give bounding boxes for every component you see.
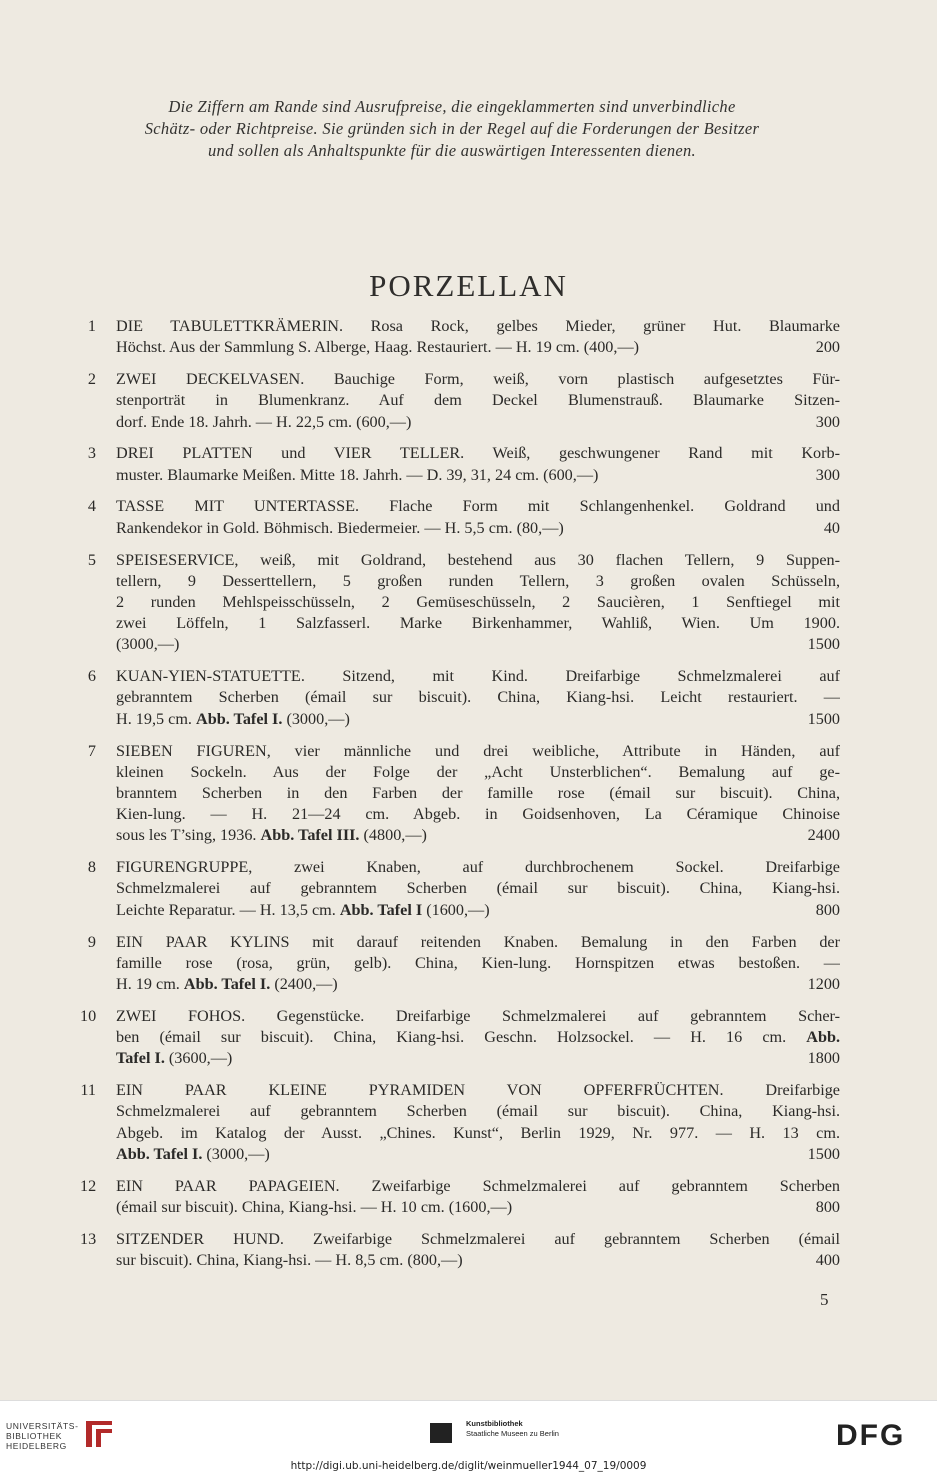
lot-number: 3 [87, 444, 96, 463]
lot-description-line: Schmelzmalerei auf gebranntem Scherben (émail sur biscuit). China, Kiang-hsi. [116, 879, 840, 898]
lot-description-line: DREI PLATTEN und VIER TELLER. Weiß, geschwungener Rand mit Korb- [116, 444, 840, 463]
lot-description-line: ZWEI FOHOS. Gegenstücke. Dreifarbige Schmelzmalerei auf gebranntem Scher- [116, 1006, 840, 1025]
lot-price: 40 [823, 518, 840, 537]
lot-description-line: gebranntem Scherben (émail sur biscuit). China, Kiang-hsi. Leicht restauriert. — [116, 688, 840, 707]
lot-description-line: SIEBEN FIGUREN, vier männliche und drei weibliche, Attribute in Händen, auf [116, 741, 840, 760]
lot-description-line: ZWEI DECKELVASEN. Bauchige Form, weiß, vorn plastisch aufgesetztes Für- [116, 370, 840, 389]
lot-entry [80, 316, 840, 358]
lot-price: 1200 [807, 974, 840, 993]
lot-description-line: H. 19 cm. Abb. Tafel I. (2400,—) [116, 974, 338, 993]
lot-description-line: Höchst. Aus der Sammlung S. Alberge, Haag. Restauriert. — H. 19 cm. (400,—) [116, 338, 640, 357]
lot-price: 1800 [807, 1049, 840, 1068]
footer-bar [0, 1400, 937, 1474]
lot-description-line: H. 19,5 cm. Abb. Tafel I. (3000,—) [116, 709, 350, 728]
lot-description-line: Kien-lung. — H. 21—24 cm. Abgeb. in Goidsenhoven, La Céramique Chinoise [116, 805, 840, 824]
lot-description-line: sous les T’sing, 1936. Abb. Tafel III. (4800,—) [116, 826, 427, 845]
lot-price: 200 [815, 338, 840, 357]
lot-description-line: tellern, 9 Desserttellern, 5 großen runden Tellern, 3 großen ovalen Schüsseln, [116, 571, 840, 590]
lot-final-line [116, 465, 840, 486]
lot-final-line [116, 709, 840, 730]
lot-description-line: SITZENDER HUND. Zweifarbige Schmelzmalerei auf gebranntem Scherben (émail [116, 1229, 840, 1248]
lot-price: 1500 [807, 1144, 840, 1163]
lot-description-line: Leichte Reparatur. — H. 13,5 cm. Abb. Tafel I (1600,—) [116, 900, 490, 919]
lot-description-line: ben (émail sur biscuit). China, Kiang-hsi. Geschn. Holzsockel. — H. 16 cm. Abb. [116, 1028, 840, 1047]
lot-description-line: zwei Löffeln, 1 Salzfasserl. Marke Birkenhammer, Wahliß, Wien. Um 1900. [116, 614, 840, 633]
lot-number: 7 [87, 741, 96, 760]
lot-description-line: 2 runden Mehlspeisschüsseln, 2 Gemüseschüsseln, 2 Saucièren, 1 Senftiegel mit [116, 592, 840, 611]
lot-number: 8 [87, 858, 96, 877]
lot-description-line: EIN PAAR KLEINE PYRAMIDEN VON OPFERFRÜCHTEN. Dreifarbige [116, 1081, 840, 1100]
lot-entry [80, 741, 840, 847]
lot-entry [80, 550, 840, 656]
lot-entry [80, 1006, 840, 1070]
ub-heidelberg-logo-icon [82, 1417, 116, 1451]
lot-final-line [116, 518, 840, 539]
lot-entry [80, 932, 840, 996]
lot-final-line [116, 1250, 840, 1271]
lot-description-line: SPEISESERVICE, weiß, mit Goldrand, bestehend aus 30 flachen Tellern, 9 Suppen- [116, 550, 840, 569]
lot-description-line: Schmelzmalerei auf gebranntem Scherben (émail sur biscuit). China, Kiang-hsi. [116, 1102, 840, 1121]
lot-description-line: branntem Scherben in den Farben der famille rose (émail sur biscuit). China, [116, 783, 840, 802]
lot-number: 2 [87, 370, 96, 389]
section-heading: PORZELLAN [369, 268, 568, 303]
lot-entry [80, 369, 840, 433]
lot-final-line [116, 1197, 840, 1218]
lot-final-line [116, 1144, 840, 1165]
kunstbibliothek-logo-icon [430, 1423, 452, 1443]
lot-price: 800 [815, 900, 840, 919]
lot-number: 10 [80, 1006, 97, 1025]
lot-final-line [116, 900, 840, 921]
lot-description-line: KUAN-YIEN-STATUETTE. Sitzend, mit Kind. Dreifarbige Schmelzmalerei auf [116, 667, 840, 686]
ub-heidelberg-label: UNIVERSITÄTS- BIBLIOTHEK HEIDELBERG [6, 1421, 79, 1451]
intro-line: Die Ziffern am Rande sind Ausrufpreise, die eingeklammerten sind unverbindliche [168, 97, 736, 116]
lot-description-line: Rankendekor in Gold. Böhmisch. Biedermeier. — H. 5,5 cm. (80,—) [116, 518, 564, 537]
lot-number: 4 [87, 497, 96, 516]
lot-entry [80, 443, 840, 485]
lot-final-line [116, 974, 840, 995]
lot-description-line: muster. Blaumarke Meißen. Mitte 18. Jahrh. — D. 39, 31, 24 cm. (600,—) [116, 465, 599, 484]
lot-final-line [116, 634, 840, 655]
lot-description-line: sur biscuit). China, Kiang-hsi. — H. 8,5 cm. (800,—) [116, 1250, 463, 1269]
lot-list [80, 316, 840, 1282]
lot-entry [80, 1176, 840, 1218]
lot-description-line: TASSE MIT UNTERTASSE. Flache Form mit Schlangenhenkel. Goldrand und [116, 497, 840, 516]
lot-entry [80, 1080, 840, 1165]
lot-price: 800 [815, 1197, 840, 1216]
lot-description-line: Abgeb. im Katalog der Ausst. „Chines. Kunst“, Berlin 1929, Nr. 977. — H. 13 cm. [116, 1123, 840, 1142]
lot-number: 6 [87, 667, 96, 686]
lot-final-line [116, 1048, 840, 1069]
lot-final-line [116, 825, 840, 846]
lot-entry [80, 1229, 840, 1271]
lot-entry [80, 666, 840, 730]
lot-final-line [116, 412, 840, 433]
lot-description-line: stenporträt in Blumenkranz. Auf dem Deckel Blumenstrauß. Blaumarke Sitzen- [116, 391, 840, 410]
lot-number: 11 [80, 1081, 96, 1100]
lot-description-line: (émail sur biscuit). China, Kiang-hsi. — H. 10 cm. (1600,—) [116, 1197, 513, 1216]
lot-description-line: famille rose (rosa, grün, gelb). China, Kien-lung. Hornspitzen etwas bestoßen. — [116, 953, 840, 972]
kunstbibliothek-label: Kunstbibliothek Staatliche Museen zu Berlin [466, 1419, 559, 1438]
lot-final-line [116, 337, 840, 358]
lot-description-line: DIE TABULETTKRÄMERIN. Rosa Rock, gelbes Mieder, grüner Hut. Blaumarke [116, 317, 840, 335]
source-url[interactable]: http://digi.ub.uni-heidelberg.de/diglit/weinmueller1944_07_19/0009 [290, 1460, 647, 1472]
page-number: 5 [820, 1290, 829, 1309]
lot-description-line: Abb. Tafel I. (3000,—) [116, 1144, 270, 1163]
lot-price: 1500 [807, 635, 840, 654]
intro-note [62, 96, 842, 162]
lot-price: 400 [815, 1250, 840, 1269]
lot-description-line: Tafel I. (3600,—) [116, 1049, 233, 1068]
lot-number: 13 [80, 1229, 97, 1248]
lot-number: 1 [87, 317, 96, 335]
lot-description-line: EIN PAAR PAPAGEIEN. Zweifarbige Schmelzmalerei auf gebranntem Scherben [116, 1176, 840, 1195]
lot-price: 1500 [807, 709, 840, 728]
lot-number: 5 [87, 550, 96, 569]
lot-number: 9 [87, 932, 96, 951]
lot-entry [80, 496, 840, 538]
lot-entry [80, 857, 840, 921]
lot-price: 300 [815, 465, 840, 484]
dfg-logo: DFG [836, 1419, 906, 1452]
intro-line: und sollen als Anhaltspunkte für die auswärtigen Interessenten dienen. [208, 141, 696, 160]
lot-price: 2400 [807, 826, 840, 845]
lot-description-line: kleinen Sockeln. Aus der Folge der „Acht Unsterblichen“. Bemalung auf ge- [116, 762, 840, 781]
lot-price: 300 [815, 412, 840, 431]
lot-number: 12 [80, 1176, 97, 1195]
lot-description-line: FIGURENGRUPPE, zwei Knaben, auf durchbrochenem Sockel. Dreifarbige [116, 858, 840, 877]
intro-line: Schätz- oder Richtpreise. Sie gründen sich in der Regel auf die Forderungen der Besitzer [144, 119, 760, 138]
lot-description-line: (3000,—) [116, 635, 180, 654]
lot-description-line: EIN PAAR KYLINS mit darauf reitenden Knaben. Bemalung in den Farben der [116, 932, 840, 951]
lot-description-line: dorf. Ende 18. Jahrh. — H. 22,5 cm. (600,—) [116, 412, 412, 431]
